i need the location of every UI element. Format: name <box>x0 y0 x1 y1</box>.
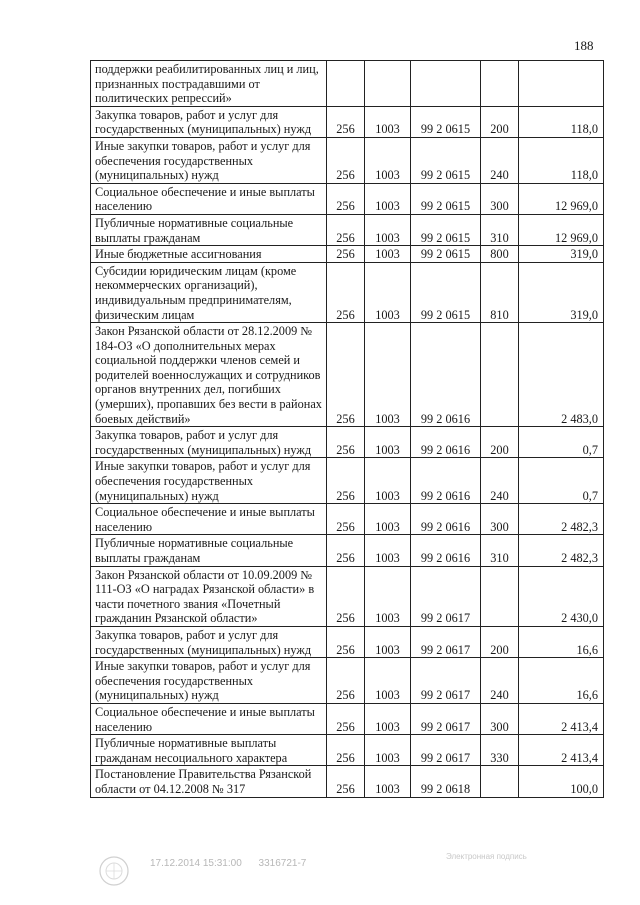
row-expense-type-code: 240 <box>481 658 519 704</box>
row-section-code <box>365 61 411 107</box>
table-row <box>91 106 604 137</box>
row-description: Иные закупки товаров, работ и услуг для обеспечения государственных (муниципальных) нужд <box>91 137 327 183</box>
row-expense-type-code <box>481 323 519 427</box>
row-amount: 2 482,3 <box>519 535 604 566</box>
row-ministry-code: 256 <box>327 766 365 797</box>
row-ministry-code: 256 <box>327 246 365 263</box>
stamp-icon <box>94 853 134 889</box>
row-target-code: 99 2 0615 <box>411 262 481 322</box>
table-row <box>91 323 604 427</box>
row-amount: 0,7 <box>519 458 604 504</box>
table-row <box>91 566 604 626</box>
row-description: поддержки реабилитированных лиц и лиц, признанных пострадавшими от политических репрессий» <box>91 61 327 107</box>
row-description: Социальное обеспечение и иные выплаты населению <box>91 703 327 734</box>
table-row <box>91 61 604 107</box>
row-expense-type-code: 300 <box>481 703 519 734</box>
table-row <box>91 504 604 535</box>
row-section-code: 1003 <box>365 183 411 214</box>
row-description: Постановление Правительства Рязанской области от 04.12.2008 № 317 <box>91 766 327 797</box>
row-description: Закон Рязанской области от 10.09.2009 № 111-ОЗ «О наградах Рязанской области» в части почетного звания «Почетный гражданин Рязанской области» <box>91 566 327 626</box>
row-target-code: 99 2 0616 <box>411 535 481 566</box>
row-target-code: 99 2 0616 <box>411 323 481 427</box>
table-row <box>91 246 604 263</box>
row-ministry-code: 256 <box>327 626 365 657</box>
row-amount: 118,0 <box>519 137 604 183</box>
row-section-code: 1003 <box>365 214 411 245</box>
row-target-code: 99 2 0615 <box>411 137 481 183</box>
table-row <box>91 427 604 458</box>
row-description: Социальное обеспечение и иные выплаты населению <box>91 183 327 214</box>
row-target-code: 99 2 0616 <box>411 458 481 504</box>
signature-note: Электронная подпись <box>446 852 527 861</box>
row-target-code: 99 2 0615 <box>411 246 481 263</box>
row-ministry-code: 256 <box>327 504 365 535</box>
row-expense-type-code: 810 <box>481 262 519 322</box>
row-target-code: 99 2 0617 <box>411 658 481 704</box>
row-amount: 16,6 <box>519 658 604 704</box>
row-section-code: 1003 <box>365 766 411 797</box>
row-amount: 2 413,4 <box>519 735 604 766</box>
row-expense-type-code <box>481 61 519 107</box>
table-row <box>91 183 604 214</box>
row-description: Субсидии юридическим лицам (кроме некоммерческих организаций), индивидуальным предпринимателям, физическим лицам <box>91 262 327 322</box>
electronic-signature-mark <box>446 852 564 862</box>
row-section-code: 1003 <box>365 427 411 458</box>
row-target-code: 99 2 0616 <box>411 427 481 458</box>
row-section-code: 1003 <box>365 703 411 734</box>
row-expense-type-code: 300 <box>481 183 519 214</box>
row-ministry-code: 256 <box>327 566 365 626</box>
row-description: Публичные нормативные социальные выплаты гражданам <box>91 214 327 245</box>
row-amount: 2 483,0 <box>519 323 604 427</box>
row-section-code: 1003 <box>365 137 411 183</box>
page-number: 188 <box>574 38 594 53</box>
row-amount: 118,0 <box>519 106 604 137</box>
row-section-code: 1003 <box>365 262 411 322</box>
row-amount <box>519 61 604 107</box>
row-expense-type-code: 240 <box>481 458 519 504</box>
table-row <box>91 658 604 704</box>
footer-doc-id: 3316721-7 <box>258 858 307 869</box>
row-amount: 12 969,0 <box>519 183 604 214</box>
row-amount: 2 413,4 <box>519 703 604 734</box>
row-description: Иные закупки товаров, работ и услуг для обеспечения государственных (муниципальных) нужд <box>91 658 327 704</box>
row-section-code: 1003 <box>365 626 411 657</box>
table-row <box>91 626 604 657</box>
row-section-code: 1003 <box>365 735 411 766</box>
row-amount: 319,0 <box>519 246 604 263</box>
row-section-code: 1003 <box>365 566 411 626</box>
row-expense-type-code: 310 <box>481 535 519 566</box>
row-target-code: 99 2 0615 <box>411 214 481 245</box>
row-expense-type-code <box>481 766 519 797</box>
row-description: Социальное обеспечение и иные выплаты населению <box>91 504 327 535</box>
row-target-code: 99 2 0617 <box>411 735 481 766</box>
row-amount: 0,7 <box>519 427 604 458</box>
row-ministry-code <box>327 61 365 107</box>
table-row <box>91 214 604 245</box>
table-row <box>91 458 604 504</box>
row-description: Закупка товаров, работ и услуг для государственных (муниципальных) нужд <box>91 106 327 137</box>
row-ministry-code: 256 <box>327 323 365 427</box>
row-expense-type-code: 330 <box>481 735 519 766</box>
table-row <box>91 137 604 183</box>
row-target-code: 99 2 0616 <box>411 504 481 535</box>
row-section-code: 1003 <box>365 658 411 704</box>
row-target-code: 99 2 0615 <box>411 183 481 214</box>
row-description: Закон Рязанской области от 28.12.2009 № 184-ОЗ «О дополнительных мерах социальной поддержки членов семей и родителей военнослужащих и сотрудников органов внутренних дел, погибших (умерших), пропавших без вести в районах боевых действий» <box>91 323 327 427</box>
row-description: Иные закупки товаров, работ и услуг для обеспечения государственных (муниципальных) нужд <box>91 458 327 504</box>
row-ministry-code: 256 <box>327 458 365 504</box>
row-ministry-code: 256 <box>327 735 365 766</box>
row-expense-type-code: 200 <box>481 427 519 458</box>
row-expense-type-code <box>481 566 519 626</box>
footer-timestamp: 17.12.2014 15:31:00 <box>150 858 242 869</box>
row-section-code: 1003 <box>365 458 411 504</box>
row-amount: 2 430,0 <box>519 566 604 626</box>
row-expense-type-code: 300 <box>481 504 519 535</box>
row-ministry-code: 256 <box>327 703 365 734</box>
table-row <box>91 766 604 797</box>
row-amount: 319,0 <box>519 262 604 322</box>
row-section-code: 1003 <box>365 246 411 263</box>
row-ministry-code: 256 <box>327 137 365 183</box>
row-amount: 16,6 <box>519 626 604 657</box>
row-ministry-code: 256 <box>327 658 365 704</box>
table-row <box>91 262 604 322</box>
row-section-code: 1003 <box>365 535 411 566</box>
row-target-code: 99 2 0618 <box>411 766 481 797</box>
row-expense-type-code: 200 <box>481 106 519 137</box>
row-target-code: 99 2 0615 <box>411 106 481 137</box>
budget-table <box>90 60 604 798</box>
row-amount: 2 482,3 <box>519 504 604 535</box>
table-row <box>91 535 604 566</box>
footer-print-mark <box>150 858 320 869</box>
row-ministry-code: 256 <box>327 535 365 566</box>
row-expense-type-code: 310 <box>481 214 519 245</box>
row-ministry-code: 256 <box>327 427 365 458</box>
row-expense-type-code: 240 <box>481 137 519 183</box>
row-ministry-code: 256 <box>327 214 365 245</box>
row-section-code: 1003 <box>365 106 411 137</box>
row-description: Иные бюджетные ассигнования <box>91 246 327 263</box>
row-ministry-code: 256 <box>327 183 365 214</box>
table-row <box>91 735 604 766</box>
budget-table-body <box>91 61 604 798</box>
row-expense-type-code: 200 <box>481 626 519 657</box>
row-target-code: 99 2 0617 <box>411 703 481 734</box>
row-section-code: 1003 <box>365 504 411 535</box>
row-description: Закупка товаров, работ и услуг для государственных (муниципальных) нужд <box>91 427 327 458</box>
row-description: Публичные нормативные выплаты гражданам несоциального характера <box>91 735 327 766</box>
row-section-code: 1003 <box>365 323 411 427</box>
row-target-code <box>411 61 481 107</box>
table-row <box>91 703 604 734</box>
row-amount: 100,0 <box>519 766 604 797</box>
row-ministry-code: 256 <box>327 106 365 137</box>
row-amount: 12 969,0 <box>519 214 604 245</box>
row-ministry-code: 256 <box>327 262 365 322</box>
row-target-code: 99 2 0617 <box>411 566 481 626</box>
row-description: Публичные нормативные социальные выплаты гражданам <box>91 535 327 566</box>
row-target-code: 99 2 0617 <box>411 626 481 657</box>
row-description: Закупка товаров, работ и услуг для государственных (муниципальных) нужд <box>91 626 327 657</box>
row-expense-type-code: 800 <box>481 246 519 263</box>
